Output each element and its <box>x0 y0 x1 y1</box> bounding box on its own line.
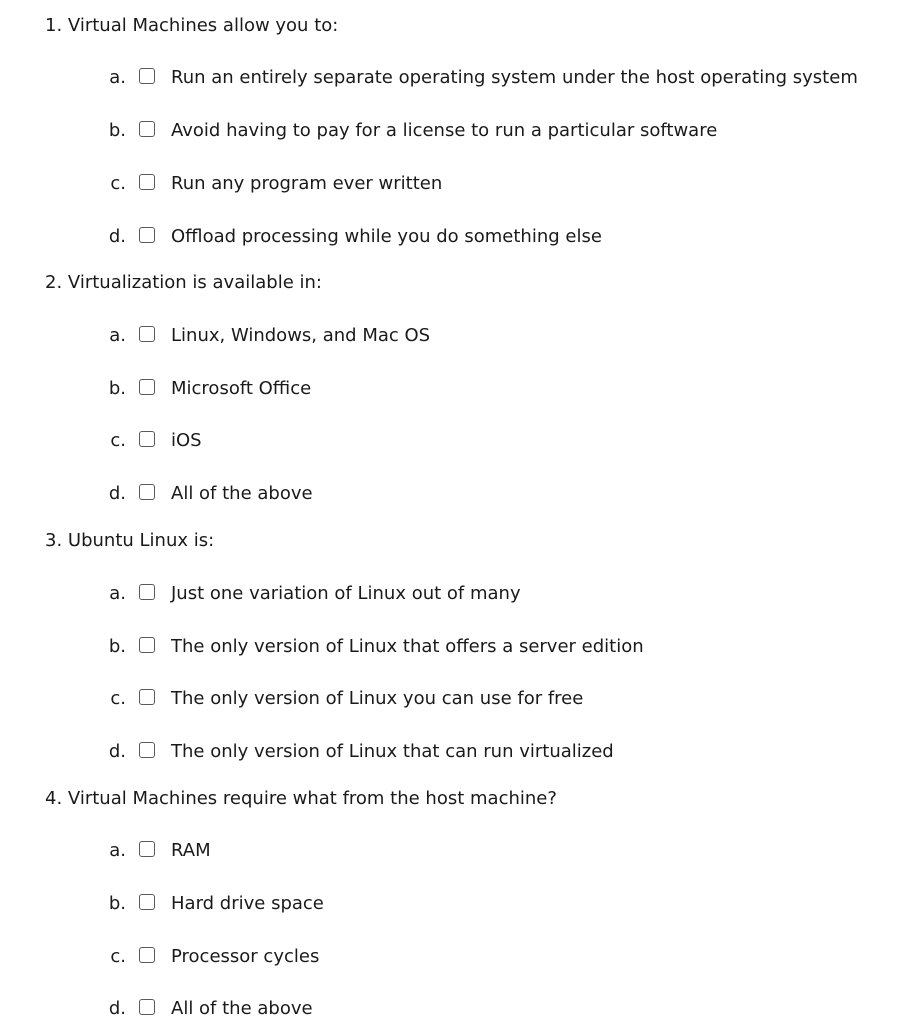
option-text: Run any program ever written <box>171 173 443 194</box>
checkbox[interactable] <box>139 999 155 1015</box>
checkbox[interactable] <box>139 68 155 84</box>
question-2-text <box>45 273 322 293</box>
checkbox[interactable] <box>139 584 155 600</box>
option-letter: c. <box>110 946 126 967</box>
option-text: Linux, Windows, and Mac OS <box>171 325 431 346</box>
question-1-text <box>45 16 338 36</box>
option-letter: a. <box>109 840 126 861</box>
question-label: Virtualization is available in: <box>67 272 322 293</box>
option-text: Processor cycles <box>171 946 320 967</box>
question-label: Virtual Machines allow you to: <box>67 15 339 36</box>
option-text: The only version of Linux that can run virtualized <box>171 741 614 762</box>
option-letter: a. <box>109 67 126 88</box>
checkbox[interactable] <box>139 431 155 447</box>
question-3-option-c[interactable] <box>0 687 919 711</box>
question-3-option-b[interactable] <box>0 635 919 659</box>
option-text: Just one variation of Linux out of many <box>171 583 521 604</box>
option-letter: d. <box>108 483 126 504</box>
question-4-text <box>45 789 557 809</box>
option-text: Hard drive space <box>171 893 324 914</box>
question-label: Ubuntu Linux is: <box>67 530 215 551</box>
question-4-option-b[interactable] <box>0 892 919 916</box>
option-letter: b. <box>108 893 126 914</box>
option-text: Microsoft Office <box>171 378 312 399</box>
question-2-option-c[interactable] <box>0 429 919 453</box>
option-text: The only version of Linux you can use for free <box>171 688 584 709</box>
checkbox[interactable] <box>139 227 155 243</box>
option-letter: d. <box>108 226 126 247</box>
checkbox[interactable] <box>139 947 155 963</box>
option-letter: a. <box>109 583 126 604</box>
option-letter: b. <box>108 378 126 399</box>
question-1-option-c[interactable] <box>0 172 919 196</box>
question-3-text <box>45 531 214 551</box>
question-number: 4. <box>45 788 63 809</box>
option-text: Offload processing while you do something else <box>171 226 602 247</box>
option-letter: c. <box>110 688 126 709</box>
checkbox[interactable] <box>139 484 155 500</box>
checkbox[interactable] <box>139 379 155 395</box>
checkbox[interactable] <box>139 841 155 857</box>
option-letter: c. <box>110 430 126 451</box>
option-text: All of the above <box>171 998 313 1019</box>
option-text: The only version of Linux that offers a server edition <box>171 636 644 657</box>
question-label: Virtual Machines require what from the host machine? <box>67 788 557 809</box>
option-letter: c. <box>110 173 126 194</box>
checkbox[interactable] <box>139 174 155 190</box>
question-1-option-d[interactable] <box>0 225 919 249</box>
checkbox[interactable] <box>139 326 155 342</box>
question-1-option-a[interactable] <box>0 66 919 90</box>
option-letter: a. <box>109 325 126 346</box>
option-letter: b. <box>108 636 126 657</box>
question-3-option-d[interactable] <box>0 740 919 764</box>
question-2-option-d[interactable] <box>0 482 919 506</box>
option-letter: b. <box>108 120 126 141</box>
option-text: RAM <box>171 840 211 861</box>
checkbox[interactable] <box>139 894 155 910</box>
question-2-option-b[interactable] <box>0 377 919 401</box>
question-4-option-c[interactable] <box>0 945 919 969</box>
option-text: Avoid having to pay for a license to run a particular software <box>171 120 718 141</box>
option-letter: d. <box>108 998 126 1019</box>
option-text: Run an entirely separate operating system under the host operating system <box>171 67 858 88</box>
option-text: iOS <box>171 430 202 451</box>
question-number: 1. <box>45 15 63 36</box>
question-4-option-a[interactable] <box>0 839 919 863</box>
question-number: 2. <box>45 272 63 293</box>
checkbox[interactable] <box>139 742 155 758</box>
checkbox[interactable] <box>139 121 155 137</box>
checkbox[interactable] <box>139 689 155 705</box>
question-number: 3. <box>45 530 63 551</box>
option-text: All of the above <box>171 483 313 504</box>
question-2-option-a[interactable] <box>0 324 919 348</box>
checkbox[interactable] <box>139 637 155 653</box>
question-3-option-a[interactable] <box>0 582 919 606</box>
question-4-option-d[interactable] <box>0 997 919 1021</box>
question-1-option-b[interactable] <box>0 119 919 143</box>
option-letter: d. <box>108 741 126 762</box>
